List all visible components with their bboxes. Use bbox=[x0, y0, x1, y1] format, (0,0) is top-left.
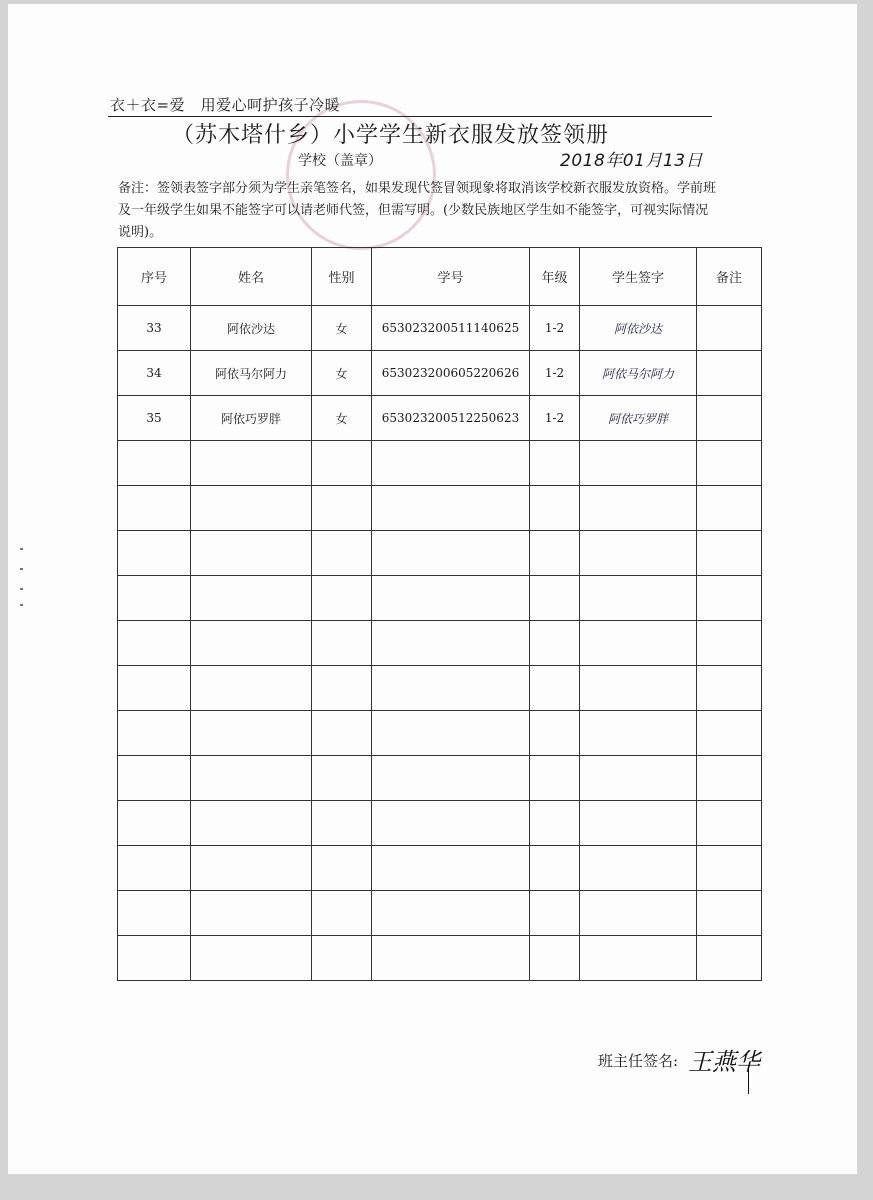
empty-cell bbox=[530, 441, 580, 486]
cell-gender: 女 bbox=[312, 351, 372, 396]
empty-cell bbox=[697, 576, 762, 621]
empty-cell bbox=[580, 936, 697, 981]
empty-cell bbox=[312, 441, 372, 486]
empty-cell bbox=[697, 891, 762, 936]
empty-cell bbox=[697, 801, 762, 846]
empty-cell bbox=[697, 621, 762, 666]
empty-cell bbox=[312, 666, 372, 711]
empty-cell bbox=[191, 756, 312, 801]
empty-cell bbox=[530, 846, 580, 891]
empty-cell bbox=[312, 576, 372, 621]
empty-cell bbox=[191, 711, 312, 756]
table-row-empty bbox=[118, 621, 762, 666]
empty-cell bbox=[530, 801, 580, 846]
cell-gender: 女 bbox=[312, 306, 372, 351]
header-cell: 序号 bbox=[118, 248, 191, 306]
empty-cell bbox=[372, 801, 530, 846]
empty-cell bbox=[191, 441, 312, 486]
empty-cell bbox=[372, 936, 530, 981]
empty-cell bbox=[191, 801, 312, 846]
header-cell: 学生签字 bbox=[580, 248, 697, 306]
empty-cell bbox=[530, 531, 580, 576]
school-stamp-label: 学校（盖章） bbox=[298, 153, 382, 169]
cell-index: 33 bbox=[118, 306, 191, 351]
empty-cell bbox=[191, 486, 312, 531]
header-cell: 性别 bbox=[312, 248, 372, 306]
table-row-empty bbox=[118, 756, 762, 801]
empty-cell bbox=[191, 846, 312, 891]
empty-cell bbox=[312, 621, 372, 666]
empty-cell bbox=[118, 621, 191, 666]
table-row-empty bbox=[118, 576, 762, 621]
table-row-empty bbox=[118, 486, 762, 531]
scan-speck bbox=[20, 588, 23, 590]
table-row-empty bbox=[118, 936, 762, 981]
teacher-signature: 王燕华 bbox=[688, 1048, 760, 1076]
empty-cell bbox=[530, 756, 580, 801]
cell-index: 34 bbox=[118, 351, 191, 396]
empty-cell bbox=[118, 576, 191, 621]
cell-name: 阿依沙达 bbox=[191, 306, 312, 351]
empty-cell bbox=[372, 441, 530, 486]
empty-cell bbox=[530, 891, 580, 936]
empty-cell bbox=[697, 441, 762, 486]
empty-cell bbox=[118, 846, 191, 891]
empty-cell bbox=[118, 801, 191, 846]
empty-cell bbox=[118, 936, 191, 981]
empty-cell bbox=[697, 756, 762, 801]
teacher-signature-label: 班主任签名: bbox=[598, 1052, 679, 1070]
cell-student-signature: 阿依沙达 bbox=[580, 306, 697, 351]
empty-cell bbox=[312, 846, 372, 891]
empty-cell bbox=[372, 576, 530, 621]
empty-cell bbox=[118, 531, 191, 576]
empty-cell bbox=[697, 846, 762, 891]
empty-cell bbox=[580, 756, 697, 801]
empty-cell bbox=[372, 621, 530, 666]
header-cell: 年级 bbox=[530, 248, 580, 306]
table-row bbox=[118, 396, 762, 441]
empty-cell bbox=[372, 756, 530, 801]
cell-student-signature: 阿依巧罗胖 bbox=[580, 396, 697, 441]
empty-cell bbox=[312, 801, 372, 846]
header-cell: 姓名 bbox=[191, 248, 312, 306]
empty-cell bbox=[372, 711, 530, 756]
empty-cell bbox=[191, 666, 312, 711]
empty-cell bbox=[530, 936, 580, 981]
empty-cell bbox=[580, 486, 697, 531]
empty-cell bbox=[697, 711, 762, 756]
empty-cell bbox=[530, 576, 580, 621]
empty-cell bbox=[312, 936, 372, 981]
cell-student-signature: 阿依马尔阿力 bbox=[580, 351, 697, 396]
table-row-empty bbox=[118, 801, 762, 846]
empty-cell bbox=[530, 486, 580, 531]
handwritten-date: 2018年01月13日 bbox=[560, 151, 704, 171]
scan-speck bbox=[20, 604, 23, 606]
cell-grade: 1-2 bbox=[530, 396, 580, 441]
table-body bbox=[118, 306, 762, 981]
empty-cell bbox=[191, 936, 312, 981]
empty-cell bbox=[312, 531, 372, 576]
empty-cell bbox=[312, 711, 372, 756]
cell-student-id: 653023200511140625 bbox=[372, 306, 530, 351]
empty-cell bbox=[697, 936, 762, 981]
cell-index: 35 bbox=[118, 396, 191, 441]
cell-grade: 1-2 bbox=[530, 351, 580, 396]
cell-remark bbox=[697, 396, 762, 441]
table-row-empty bbox=[118, 531, 762, 576]
header-cell: 学号 bbox=[372, 248, 530, 306]
table-header-row bbox=[118, 248, 762, 306]
empty-cell bbox=[580, 441, 697, 486]
empty-cell bbox=[580, 531, 697, 576]
empty-cell bbox=[580, 711, 697, 756]
empty-cell bbox=[697, 486, 762, 531]
table-row bbox=[118, 306, 762, 351]
empty-cell bbox=[697, 531, 762, 576]
table-row bbox=[118, 351, 762, 396]
empty-cell bbox=[118, 666, 191, 711]
empty-cell bbox=[118, 711, 191, 756]
scan-speck bbox=[20, 568, 23, 570]
cell-student-id: 653023200605220626 bbox=[372, 351, 530, 396]
empty-cell bbox=[530, 666, 580, 711]
empty-cell bbox=[118, 891, 191, 936]
empty-cell bbox=[697, 666, 762, 711]
table-row-empty bbox=[118, 891, 762, 936]
empty-cell bbox=[372, 531, 530, 576]
empty-cell bbox=[580, 891, 697, 936]
empty-cell bbox=[372, 846, 530, 891]
empty-cell bbox=[580, 666, 697, 711]
empty-cell bbox=[580, 576, 697, 621]
empty-cell bbox=[191, 576, 312, 621]
empty-cell bbox=[372, 486, 530, 531]
empty-cell bbox=[118, 486, 191, 531]
table-row-empty bbox=[118, 666, 762, 711]
remarks-note: 备注：签领表签字部分须为学生亲笔签名，如果发现代签冒领现象将取消该学校新衣服发放资格。学前班及一年级学生如果不能签字可以请老师代签，但需写明。(少数民族地区学生如不能签字，可视实际情况说明)。 bbox=[118, 181, 717, 240]
empty-cell bbox=[191, 621, 312, 666]
empty-cell bbox=[312, 486, 372, 531]
empty-cell bbox=[580, 621, 697, 666]
slogan: 衣＋衣=爱 用爱心呵护孩子冷暖 bbox=[110, 96, 341, 114]
empty-cell bbox=[580, 846, 697, 891]
empty-cell bbox=[312, 891, 372, 936]
table-row-empty bbox=[118, 711, 762, 756]
empty-cell bbox=[191, 891, 312, 936]
cell-name: 阿依巧罗胖 bbox=[191, 396, 312, 441]
cell-gender: 女 bbox=[312, 396, 372, 441]
empty-cell bbox=[372, 666, 530, 711]
empty-cell bbox=[118, 756, 191, 801]
header-cell: 备注 bbox=[697, 248, 762, 306]
table-row-empty bbox=[118, 846, 762, 891]
empty-cell bbox=[372, 891, 530, 936]
roster-table bbox=[117, 247, 762, 981]
table-row-empty bbox=[118, 441, 762, 486]
cell-grade: 1-2 bbox=[530, 306, 580, 351]
cell-remark bbox=[697, 351, 762, 396]
empty-cell bbox=[118, 441, 191, 486]
empty-cell bbox=[191, 531, 312, 576]
empty-cell bbox=[530, 711, 580, 756]
signature-stroke bbox=[748, 1068, 749, 1094]
document-title: （苏木塔什乡）小学学生新衣服发放签领册 bbox=[172, 123, 610, 148]
empty-cell bbox=[580, 801, 697, 846]
slogan-underline bbox=[108, 116, 712, 117]
cell-name: 阿依马尔阿力 bbox=[191, 351, 312, 396]
empty-cell bbox=[530, 621, 580, 666]
empty-cell bbox=[312, 756, 372, 801]
cell-remark bbox=[697, 306, 762, 351]
scan-speck bbox=[20, 548, 23, 550]
cell-student-id: 653023200512250623 bbox=[372, 396, 530, 441]
